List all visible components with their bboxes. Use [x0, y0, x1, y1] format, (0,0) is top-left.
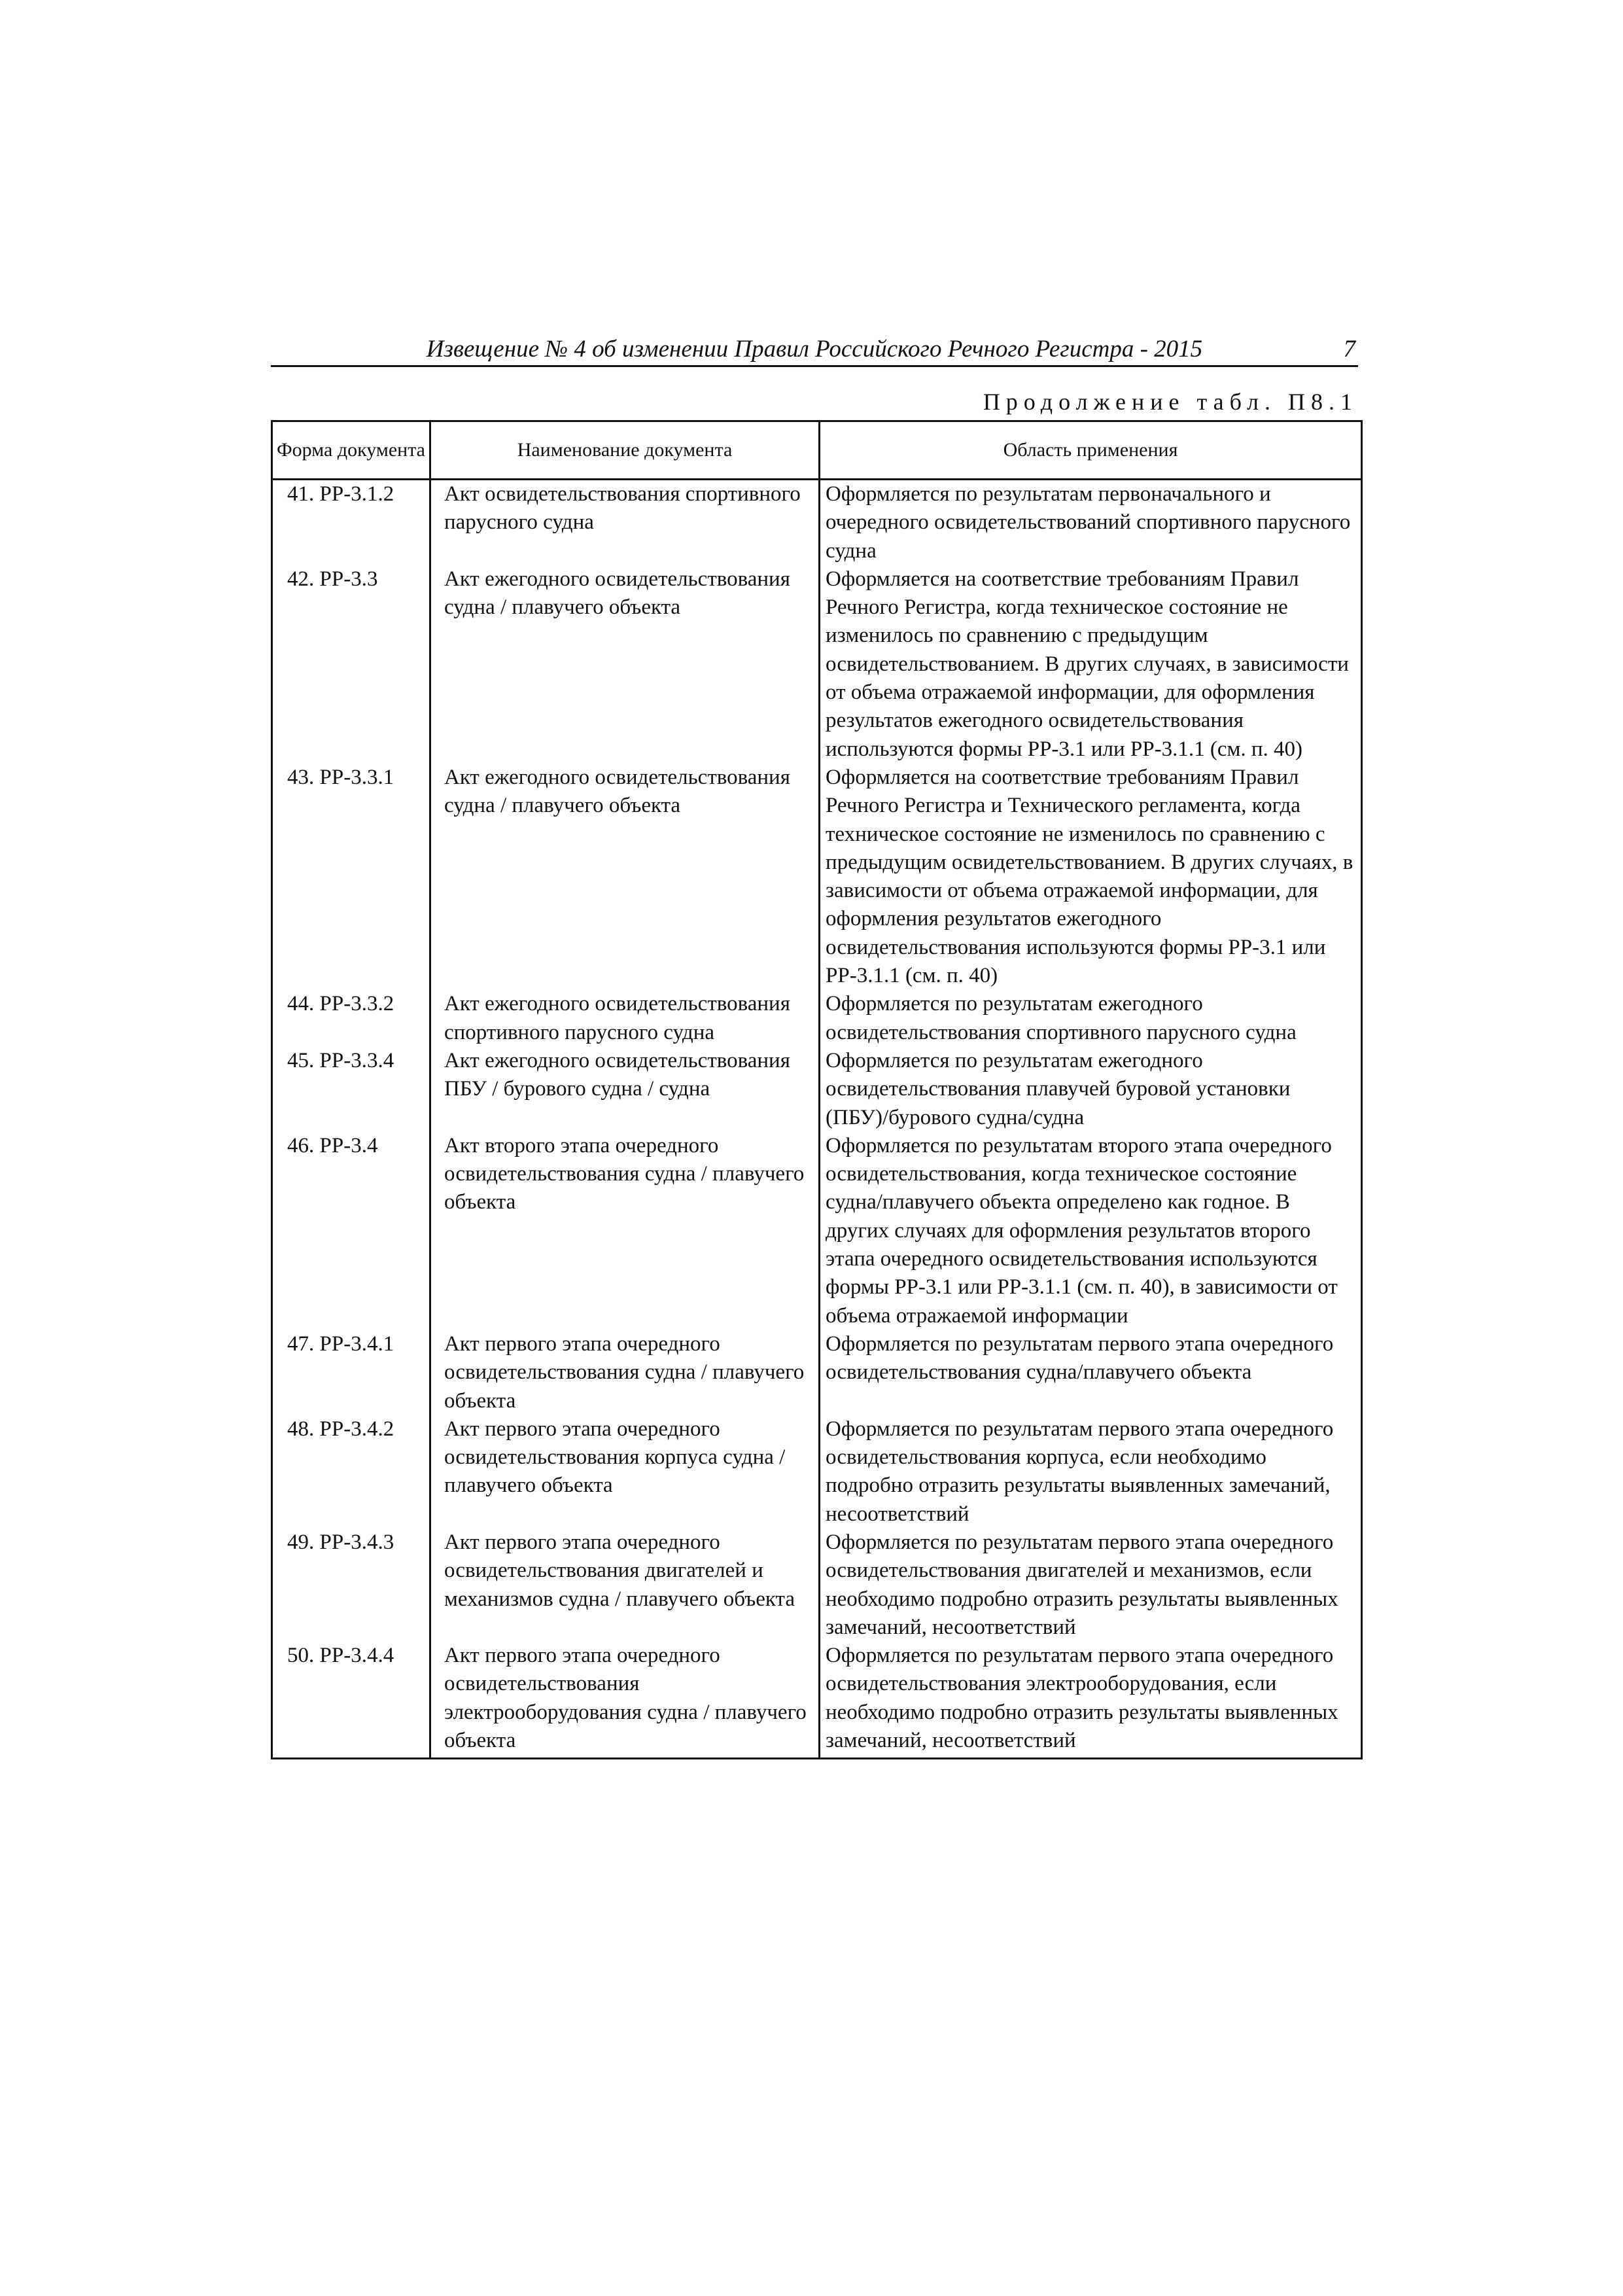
row-form-code: 50. РР-3.4.4	[272, 1642, 430, 1759]
row-document-name: Акт ежегодного освидетельствования судна / плавучего объекта	[430, 764, 820, 990]
row-application-area: Оформляется по результатам первоначального и очередного освидетельствований спортивного парусного судна	[820, 480, 1362, 565]
table-row	[272, 1132, 1362, 1330]
row-document-name: Акт ежегодного освидетельствования судна / плавучего объекта	[430, 565, 820, 764]
row-application-area: Оформляется по результатам первого этапа очередного освидетельствования судна/плавучего объекта	[820, 1330, 1362, 1415]
table-row	[272, 565, 1362, 764]
table-row	[272, 1415, 1362, 1528]
column-header-area: Область применения	[820, 421, 1362, 480]
row-application-area: Оформляется по результатам первого этапа очередного освидетельствования электрооборудования, если необходимо подробно отразить результаты выявленных замечаний, несоответствий	[820, 1642, 1362, 1759]
row-application-area: Оформляется по результатам ежегодного освидетельствования плавучей буровой установки (ПБУ)/бурового судна/судна	[820, 1047, 1362, 1132]
row-document-name: Акт второго этапа очередного освидетельствования судна / плавучего объекта	[430, 1132, 820, 1330]
row-form-code: 49. РР-3.4.3	[272, 1528, 430, 1642]
table-row	[272, 480, 1362, 565]
column-header-name: Наименование документа	[430, 421, 820, 480]
row-document-name: Акт ежегодного освидетельствования ПБУ / бурового судна / судна	[430, 1047, 820, 1132]
row-document-name: Акт первого этапа очередного освидетельствования двигателей и механизмов судна / плавучего объекта	[430, 1528, 820, 1642]
table-header-row	[272, 421, 1362, 480]
column-header-form: Форма документа	[272, 421, 430, 480]
row-form-code: 48. РР-3.4.2	[272, 1415, 430, 1528]
documents-table	[271, 420, 1363, 1759]
table-row	[272, 1330, 1362, 1415]
page-number: 7	[1343, 336, 1355, 362]
row-form-code: 47. РР-3.4.1	[272, 1330, 430, 1415]
header-title: Извещение № 4 об изменении Правил Российского Речного Регистра - 2015	[426, 336, 1203, 362]
row-form-code: 41. РР-3.1.2	[272, 480, 430, 565]
table-row	[272, 764, 1362, 990]
row-document-name: Акт первого этапа очередного освидетельствования корпуса судна / плавучего объекта	[430, 1415, 820, 1528]
table-row	[272, 990, 1362, 1047]
row-form-code: 43. РР-3.3.1	[272, 764, 430, 990]
row-application-area: Оформляется по результатам ежегодного освидетельствования спортивного парусного судна	[820, 990, 1362, 1047]
row-form-code: 42. РР-3.3	[272, 565, 430, 764]
row-form-code: 46. РР-3.4	[272, 1132, 430, 1330]
table-row	[272, 1528, 1362, 1642]
table-row	[272, 1047, 1362, 1132]
row-application-area: Оформляется по результатам первого этапа очередного освидетельствования корпуса, если необходимо подробно отразить результаты выявленных замечаний, несоответствий	[820, 1415, 1362, 1528]
row-document-name: Акт ежегодного освидетельствования спортивного парусного судна	[430, 990, 820, 1047]
row-application-area: Оформляется по результатам второго этапа очередного освидетельствования, когда техническое состояние судна/плавучего объекта определено как годное. В других случаях для оформления результатов второго этапа очередного освидетельствования используются формы РР-3.1 или РР-3.1.1 (см. п. 40), в зависимости от объема отражаемой информации	[820, 1132, 1362, 1330]
row-application-area: Оформляется на соответствие требованиям Правил Речного Регистра, когда техническое состояние не изменилось по сравнению с предыдущим освидетельствованием. В других случаях, в зависимости от объема отражаемой информации, для оформления результатов ежегодного освидетельствования используются формы РР-3.1 или РР-3.1.1 (см. п. 40)	[820, 565, 1362, 764]
row-document-name: Акт первого этапа очередного освидетельствования судна / плавучего объекта	[430, 1330, 820, 1415]
row-document-name: Акт освидетельствования спортивного парусного судна	[430, 480, 820, 565]
page-header	[271, 335, 1358, 367]
row-application-area: Оформляется на соответствие требованиям Правил Речного Регистра и Технического регламента, когда техническое состояние не изменилось по сравнению с предыдущим освидетельствованием. В других случаях, в зависимости от объема отражаемой информации, для оформления результатов ежегодного освидетельствования используются формы РР-3.1 или РР-3.1.1 (см. п. 40)	[820, 764, 1362, 990]
row-form-code: 44. РР-3.3.2	[272, 990, 430, 1047]
row-document-name: Акт первого этапа очередного освидетельствования электрооборудования судна / плавучего объекта	[430, 1642, 820, 1759]
row-application-area: Оформляется по результатам первого этапа очередного освидетельствования двигателей и механизмов, если необходимо подробно отразить результаты выявленных замечаний, несоответствий	[820, 1528, 1362, 1642]
row-form-code: 45. РР-3.3.4	[272, 1047, 430, 1132]
table-continuation-label: Продолжение табл. П8.1	[983, 389, 1358, 415]
table-row	[272, 1642, 1362, 1759]
